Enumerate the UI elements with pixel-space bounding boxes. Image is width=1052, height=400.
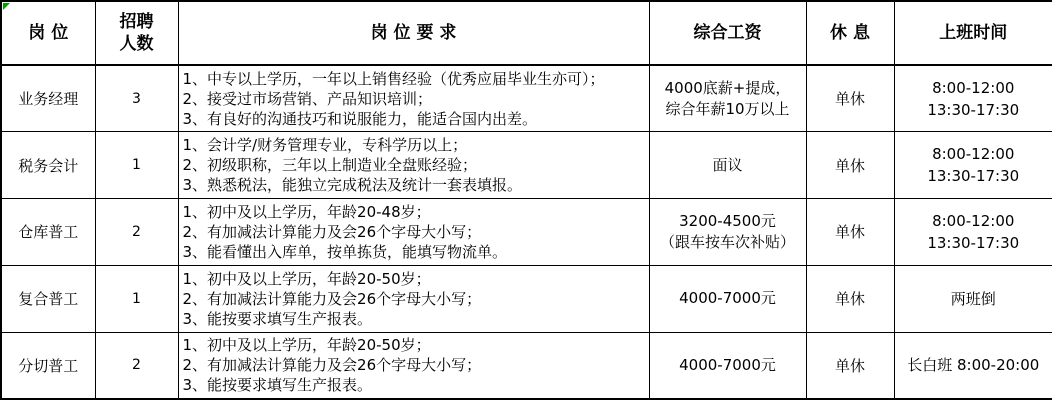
position-cell: 税务会计	[1, 132, 95, 199]
salary-line: 4000-7000元	[679, 355, 776, 374]
worktime-cell	[894, 132, 1052, 199]
position-cell: 仓库普工	[1, 199, 95, 266]
salary-cell	[649, 132, 806, 199]
requirement-line: 3、能按要求填写生产报表。	[182, 376, 373, 395]
salary-line: （跟车按车次补贴）	[659, 232, 795, 251]
salary-line: 4000底薪+提成，	[664, 78, 791, 97]
worktime-cell	[894, 332, 1052, 399]
headcount-cell: 2	[95, 332, 178, 399]
requirements-cell	[178, 65, 649, 132]
rest-cell: 单休	[806, 332, 894, 399]
requirement-line: 1、中专以上学历，一年以上销售经验（优秀应届毕业生亦可）；	[182, 69, 605, 88]
worktime-cell	[894, 199, 1052, 266]
salary-cell	[649, 65, 806, 132]
headcount-cell: 1	[95, 132, 178, 199]
worktime-line: 13:30-17:30	[927, 167, 1020, 186]
requirements-cell	[178, 199, 649, 266]
worktime-line: 8:00-12:00	[932, 145, 1015, 164]
salary-line: 面议	[712, 155, 743, 174]
requirement-line: 3、能按要求填写生产报表。	[182, 309, 373, 328]
rest-cell: 单休	[806, 65, 894, 132]
rest-cell: 单休	[806, 199, 894, 266]
header-salary: 综合工资	[649, 1, 806, 65]
worktime-line: 两班倒	[950, 289, 996, 308]
salary-cell	[649, 332, 806, 399]
table-row	[1, 132, 1052, 199]
requirement-line: 3、有良好的沟通技巧和说服能力，能适合国内出差。	[182, 109, 538, 128]
salary-cell	[649, 265, 806, 332]
requirement-line: 1、会计学/财务管理专业，专科学历以上；	[182, 136, 468, 155]
requirement-line: 2、有加减法计算能力及会26个字母大小写；	[182, 356, 482, 375]
position-cell: 分切普工	[1, 332, 95, 399]
requirements-cell	[178, 265, 649, 332]
header-requirements: 岗 位 要 求	[178, 1, 649, 65]
worktime-line: 8:00-12:00	[932, 211, 1015, 230]
requirement-line: 1、初中及以上学历，年龄20-50岁；	[182, 336, 431, 355]
table-row	[1, 332, 1052, 399]
worktime-line: 8:00-12:00	[932, 78, 1015, 97]
requirement-line: 2、接受过市场营销、产品知识培训；	[182, 89, 433, 108]
position-cell: 复合普工	[1, 265, 95, 332]
worktime-cell	[894, 65, 1052, 132]
table-row	[1, 265, 1052, 332]
table-row	[1, 65, 1052, 132]
requirement-line: 1、初中及以上学历，年龄20-50岁；	[182, 269, 431, 288]
header-headcount-line1: 招聘	[119, 12, 154, 32]
header-rest: 休 息	[806, 1, 894, 65]
requirement-line: 3、能看懂出入库单，按单拣货，能填写物流单。	[182, 242, 508, 261]
header-position	[1, 1, 95, 65]
requirement-line: 2、有加减法计算能力及会26个字母大小写；	[182, 289, 482, 308]
header-headcount-line2: 人数	[119, 34, 154, 54]
salary-line: 4000-7000元	[679, 289, 776, 308]
salary-line: 综合年薪10万以上	[665, 99, 790, 118]
position-cell: 业务经理	[1, 65, 95, 132]
headcount-cell: 1	[95, 265, 178, 332]
header-headcount	[95, 1, 178, 65]
requirement-line: 2、有加减法计算能力及会26个字母大小写；	[182, 222, 482, 241]
worktime-line: 长白班 8:00-20:00	[907, 356, 1040, 375]
worktime-line: 13:30-17:30	[927, 233, 1020, 252]
excel-error-marker-icon	[3, 3, 10, 10]
salary-line: 3200-4500元	[679, 211, 776, 230]
table-row	[1, 199, 1052, 266]
headcount-cell: 2	[95, 199, 178, 266]
rest-cell: 单休	[806, 132, 894, 199]
requirement-line: 2、初级职称，三年以上制造业全盘账经验；	[182, 156, 478, 175]
header-worktime: 上班时间	[894, 1, 1052, 65]
requirements-cell	[178, 132, 649, 199]
worktime-cell	[894, 265, 1052, 332]
rest-cell: 单休	[806, 265, 894, 332]
worktime-line: 13:30-17:30	[927, 100, 1020, 119]
salary-cell	[649, 199, 806, 266]
header-position-label: 岗 位	[28, 23, 69, 43]
requirement-line: 1、初中及以上学历，年龄20-48岁；	[182, 202, 431, 221]
headcount-cell: 3	[95, 65, 178, 132]
header-row	[1, 1, 1052, 65]
requirements-cell	[178, 332, 649, 399]
requirement-line: 3、熟悉税法，能独立完成税法及统计一套表填报。	[182, 176, 523, 195]
